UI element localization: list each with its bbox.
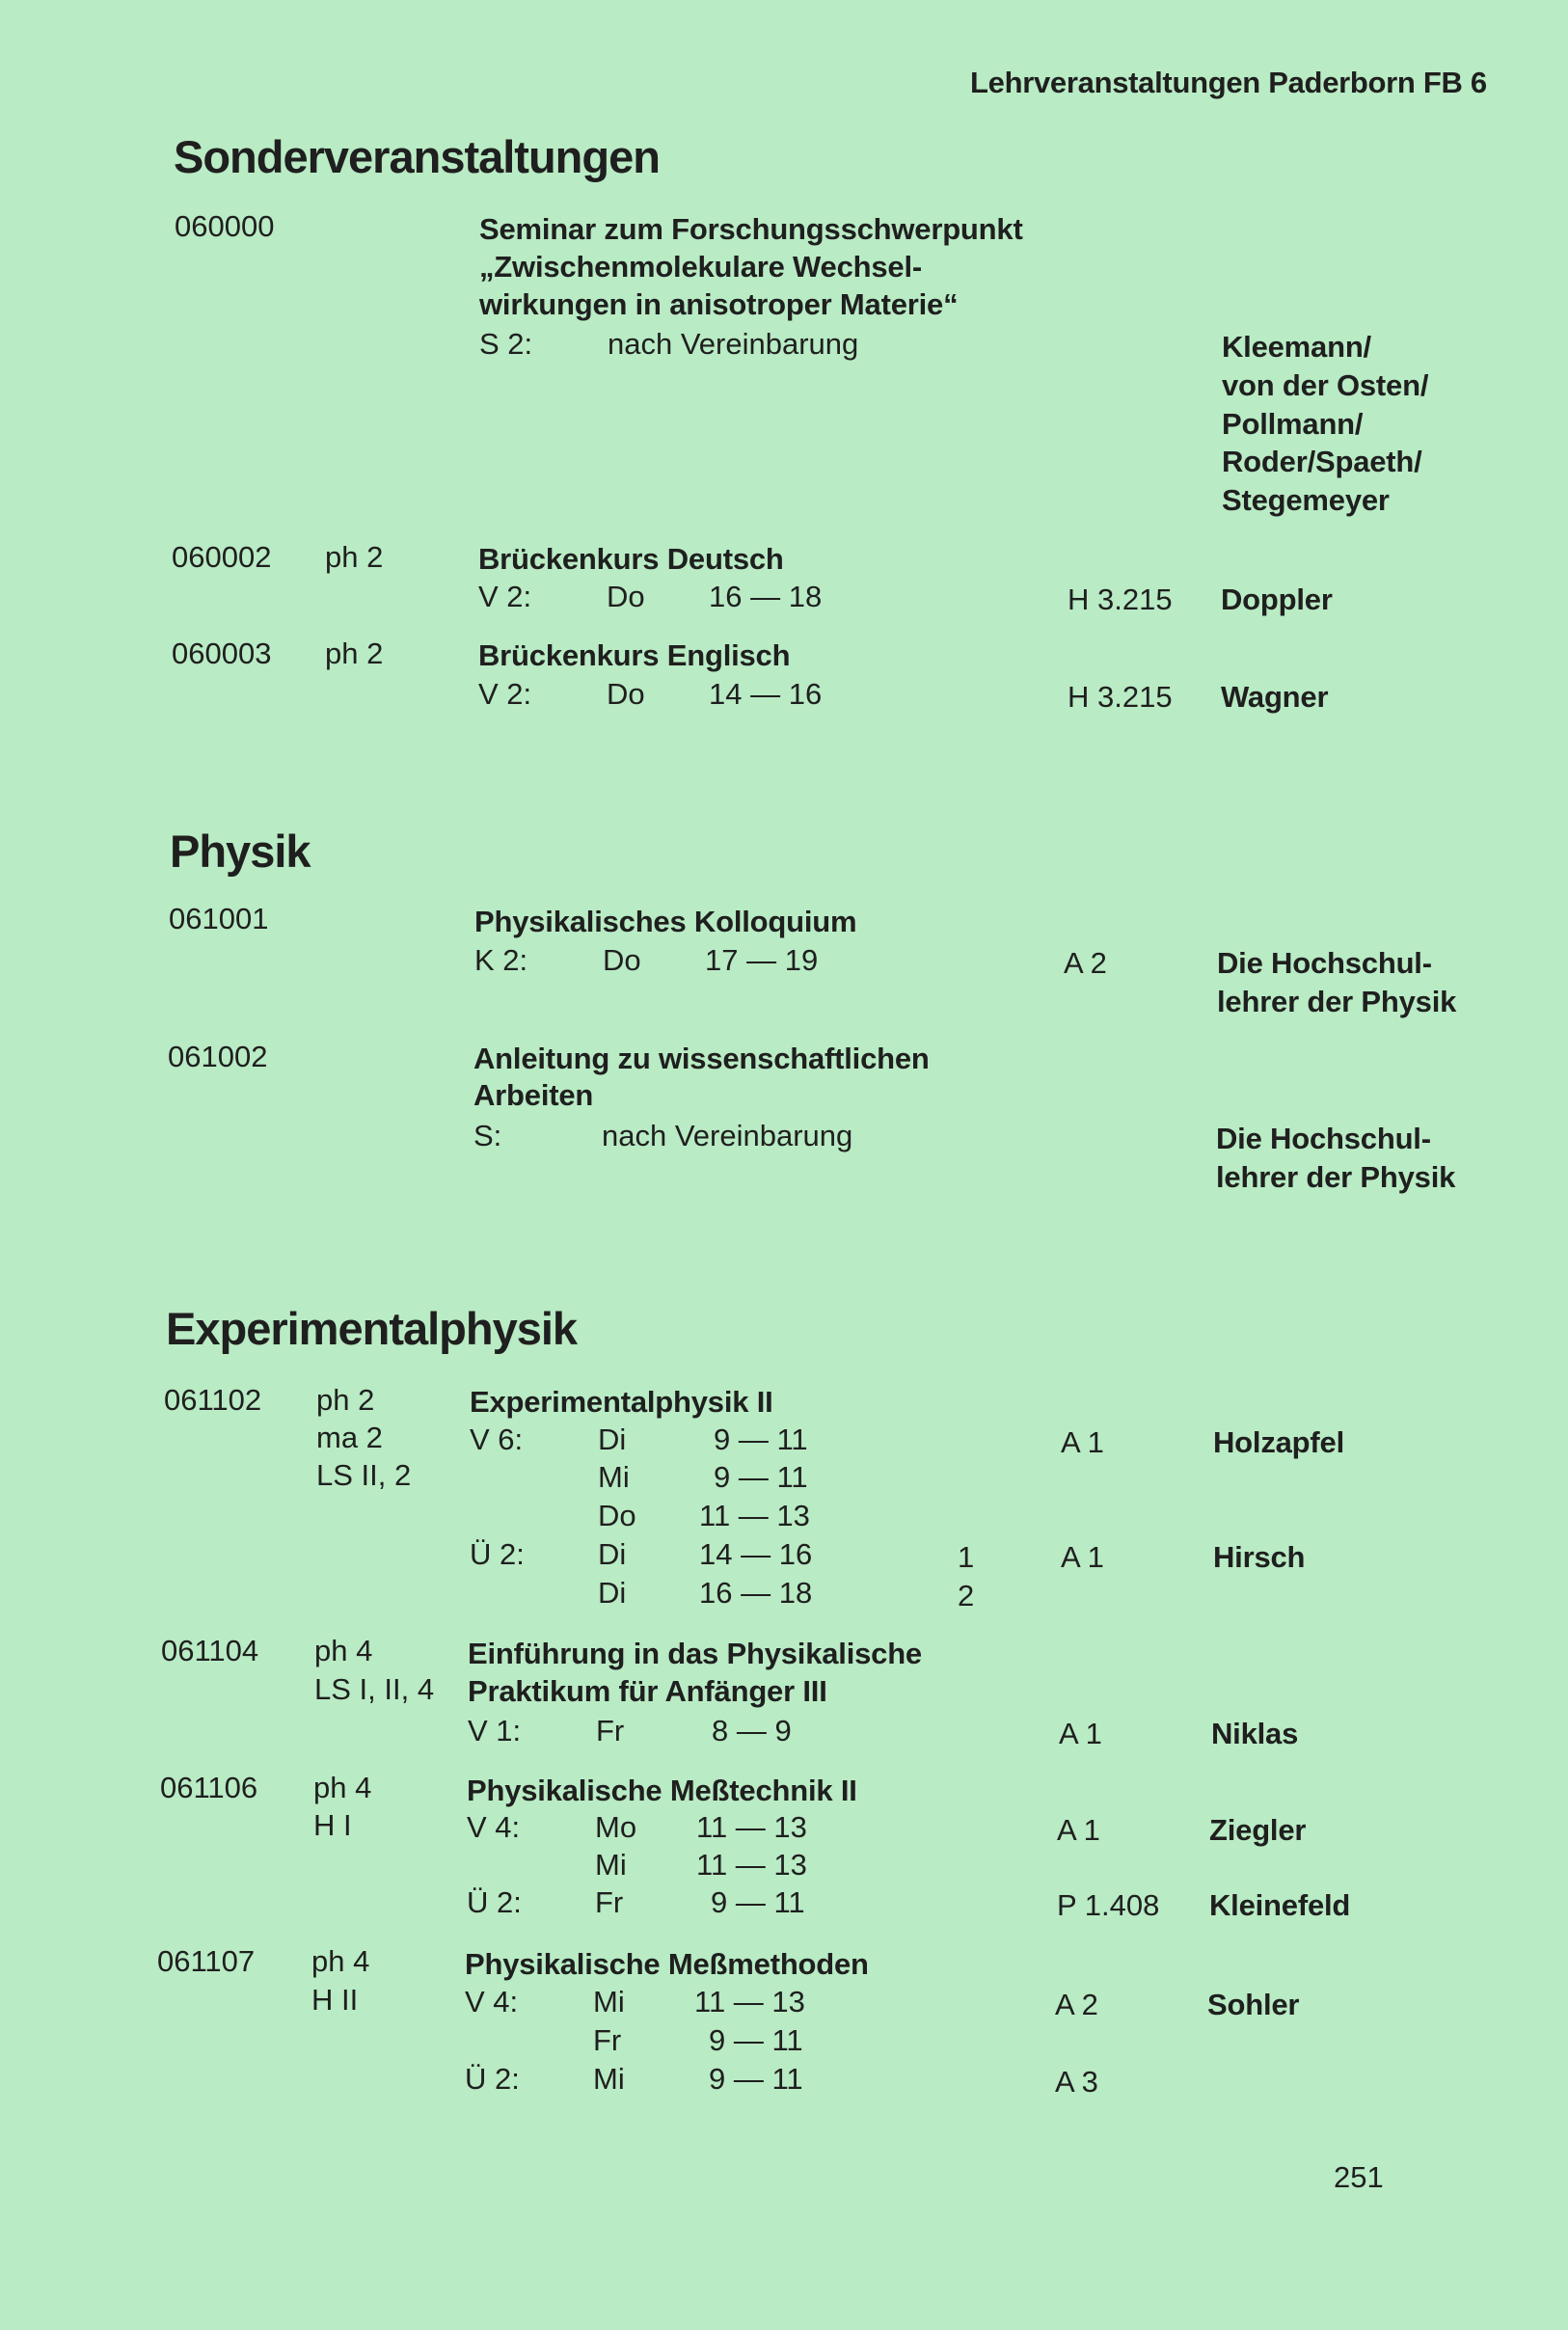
course-number: 061106: [160, 1771, 258, 1804]
page-number: 251: [1334, 2160, 1384, 2194]
room: A 2: [1055, 1988, 1098, 2021]
session-type: V 6:: [470, 1422, 524, 1456]
course-number: 060003: [172, 637, 272, 670]
room: A 1: [1059, 1717, 1102, 1750]
course-number: 061104: [161, 1634, 259, 1667]
session-type: Ü 2:: [470, 1537, 525, 1571]
session-type: S:: [473, 1119, 502, 1152]
session-day: Do: [607, 580, 645, 613]
lecturer: Die Hochschul-: [1216, 1122, 1431, 1155]
course-number: 060000: [175, 209, 275, 243]
session-time: 11 — 13: [694, 1985, 805, 2018]
session-day: Do: [598, 1499, 636, 1532]
lecturer: Roder/Spaeth/: [1222, 445, 1422, 478]
course-code: H I: [313, 1808, 352, 1842]
session-day: nach Vereinbarung: [602, 1119, 853, 1152]
room: H 3.215: [1068, 680, 1173, 714]
lecturer: Kleinefeld: [1209, 1888, 1351, 1922]
course-number: 061002: [168, 1040, 268, 1073]
lecturer: Holzapfel: [1213, 1425, 1344, 1459]
course-code: ph 2: [325, 540, 384, 574]
course-number: 061102: [164, 1383, 262, 1417]
course-title-line: Seminar zum Forschungsschwerpunkt: [479, 212, 1023, 246]
session-time: 11 — 13: [696, 1810, 807, 1844]
session-time: 14 — 16: [709, 677, 823, 711]
session-day: Di: [598, 1537, 627, 1571]
section-title: Experimentalphysik: [166, 1303, 578, 1354]
session-day: Mi: [593, 2062, 625, 2096]
course-title-line: Physikalische Meßmethoden: [465, 1947, 869, 1981]
course-code: ph 4: [313, 1771, 372, 1804]
course-number: 061107: [157, 1944, 256, 1978]
course-code: ma 2: [316, 1421, 383, 1454]
room: A 3: [1055, 2065, 1098, 2099]
section-title: Sonderveranstaltungen: [174, 131, 660, 182]
group-number: 1: [958, 1540, 975, 1574]
session-time: 9 — 11: [714, 1422, 808, 1456]
course-title-line: Einführung in das Physikalische: [468, 1637, 922, 1670]
course-title-line: Praktikum für Anfänger III: [468, 1674, 827, 1708]
course-title-line: Anleitung zu wissenschaftlichen: [473, 1042, 930, 1075]
course-code: H II: [311, 1983, 359, 2017]
session-day: Mo: [595, 1810, 637, 1844]
session-type: V 1:: [468, 1714, 522, 1748]
session-day: Do: [607, 677, 645, 711]
course-code: ph 4: [314, 1634, 373, 1667]
lecturer: lehrer der Physik: [1217, 985, 1457, 1018]
lecturer: Pollmann/: [1222, 407, 1364, 441]
session-day: Do: [603, 943, 641, 977]
session-type: Ü 2:: [467, 1885, 522, 1919]
session-time: 14 — 16: [699, 1537, 813, 1571]
session-day: Fr: [595, 1885, 624, 1919]
course-title-line: Physikalisches Kolloquium: [474, 905, 857, 938]
lecturer: von der Osten/: [1222, 368, 1429, 402]
lecturer: lehrer der Physik: [1216, 1160, 1456, 1194]
course-code: LS II, 2: [316, 1458, 412, 1492]
session-day: nach Vereinbarung: [608, 327, 859, 361]
section-title: Physik: [170, 826, 311, 877]
lecturer: Stegemeyer: [1222, 483, 1390, 517]
session-day: Mi: [593, 1985, 625, 2018]
session-time: 17 — 19: [705, 943, 819, 977]
course-code: ph 2: [325, 637, 384, 670]
room: A 1: [1061, 1540, 1104, 1574]
session-day: Fr: [596, 1714, 625, 1748]
session-day: Mi: [598, 1460, 630, 1494]
session-type: V 4:: [465, 1985, 519, 2018]
lecturer: Die Hochschul-: [1217, 946, 1432, 980]
session-time: 9 — 11: [711, 1885, 805, 1919]
session-type: S 2:: [479, 327, 533, 361]
course-title-line: Brückenkurs Deutsch: [478, 542, 784, 576]
session-time: 16 — 18: [709, 580, 823, 613]
lecturer: Doppler: [1221, 582, 1333, 616]
room: A 2: [1064, 946, 1107, 980]
lecturer: Wagner: [1221, 680, 1329, 714]
session-type: K 2:: [474, 943, 528, 977]
session-time: 9 — 11: [714, 1460, 808, 1494]
lecturer: Niklas: [1211, 1717, 1299, 1750]
session-day: Di: [598, 1576, 627, 1610]
lecturer: Kleemann/: [1222, 330, 1371, 364]
session-type: V 2:: [478, 677, 532, 711]
session-day: Fr: [593, 2023, 622, 2057]
course-title-line: „Zwischenmolekulare Wechsel-: [479, 250, 922, 284]
lecturer: Ziegler: [1209, 1813, 1307, 1847]
session-time: 16 — 18: [699, 1576, 813, 1610]
lecturer: Sohler: [1207, 1988, 1300, 2021]
session-day: Di: [598, 1422, 627, 1456]
course-title-line: Arbeiten: [473, 1078, 594, 1112]
session-type: Ü 2:: [465, 2062, 520, 2096]
course-code: ph 4: [311, 1944, 370, 1978]
course-code: LS I, II, 4: [314, 1672, 435, 1706]
session-type: V 2:: [478, 580, 532, 613]
room: H 3.215: [1068, 582, 1173, 616]
session-time: 9 — 11: [709, 2062, 803, 2096]
course-title-line: Experimentalphysik II: [470, 1385, 773, 1419]
session-day: Mi: [595, 1848, 627, 1882]
session-type: V 4:: [467, 1810, 521, 1844]
lecturer: Hirsch: [1213, 1540, 1306, 1574]
course-title-line: Brückenkurs Englisch: [478, 638, 791, 672]
course-code: ph 2: [316, 1383, 375, 1417]
session-time: 11 — 13: [696, 1848, 807, 1882]
course-number: 060002: [172, 540, 272, 574]
course-number: 061001: [169, 902, 269, 935]
room: A 1: [1061, 1425, 1104, 1459]
session-time: 11 — 13: [699, 1499, 810, 1532]
session-time: 8 — 9: [712, 1714, 792, 1748]
running-header: Lehrveranstaltungen Paderborn FB 6: [970, 66, 1487, 99]
course-title-line: wirkungen in anisotroper Materie“: [479, 287, 959, 321]
session-time: 9 — 11: [709, 2023, 803, 2057]
room: P 1.408: [1057, 1888, 1160, 1922]
room: A 1: [1057, 1813, 1100, 1847]
course-title-line: Physikalische Meßtechnik II: [467, 1774, 857, 1807]
group-number: 2: [958, 1579, 975, 1612]
